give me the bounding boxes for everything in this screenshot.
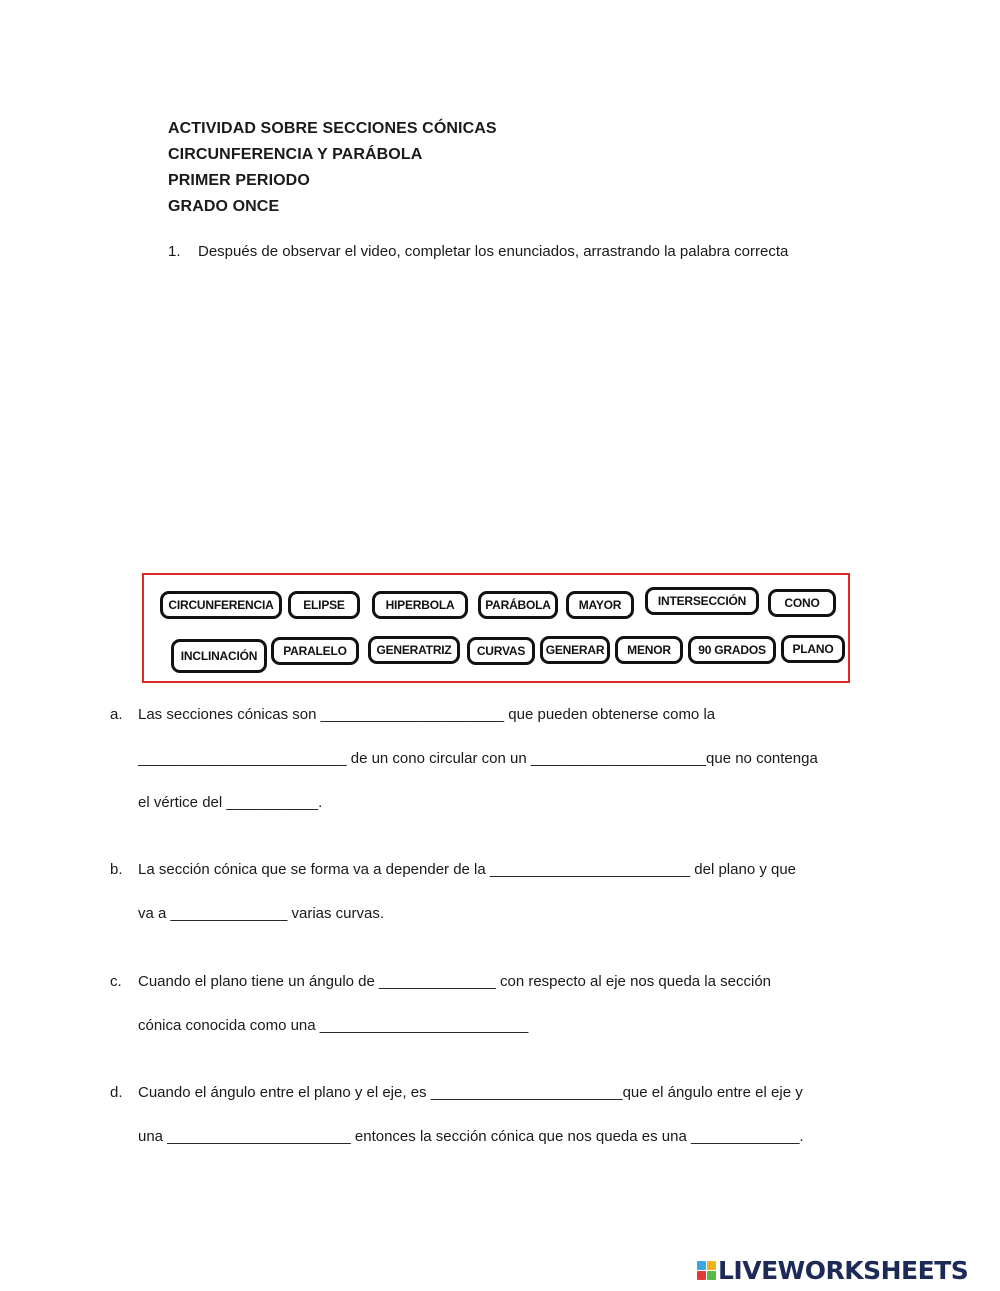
chip-curvas[interactable]: CURVAS xyxy=(467,637,535,665)
question-letter: b. xyxy=(110,861,123,878)
chip-cono[interactable]: CONO xyxy=(768,589,836,617)
question-text: Las secciones cónicas son ______________________ que pueden obtenerse como la xyxy=(138,706,716,723)
chip-plano[interactable]: PLANO xyxy=(781,635,845,663)
question-text: _________________________ de un cono circular con un _____________________que no contenga xyxy=(138,750,818,767)
question-text: cónica conocida como una _________________________ xyxy=(138,1017,529,1034)
question-text: el vértice del ___________. xyxy=(138,794,323,811)
chip-elipse[interactable]: ELIPSE xyxy=(288,591,360,619)
header-period: PRIMER PERIODO xyxy=(168,172,310,189)
header-grade: GRADO ONCE xyxy=(168,198,280,215)
header-title: ACTIVIDAD SOBRE SECCIONES CÓNICAS xyxy=(168,120,497,137)
question-text: Cuando el plano tiene un ángulo de ______________ con respecto al eje nos queda la sección xyxy=(138,973,772,990)
chip-90-grados[interactable]: 90 GRADOS xyxy=(688,636,776,664)
instruction-text: Después de observar el video, completar los enunciados, arrastrando la palabra correcta xyxy=(198,243,789,260)
word-bank xyxy=(142,573,850,683)
worksheet-header xyxy=(168,116,497,220)
logo-block xyxy=(707,1271,716,1280)
question-letter: d. xyxy=(110,1084,123,1101)
question-text: Cuando el ángulo entre el plano y el eje, es _______________________que el ángulo entre el eje y xyxy=(138,1084,803,1101)
chip-generatriz[interactable]: GENERATRIZ xyxy=(368,636,460,664)
liveworksheets-logo xyxy=(697,1256,968,1285)
header-subtitle: CIRCUNFERENCIA Y PARÁBOLA xyxy=(168,146,423,163)
logo-block xyxy=(697,1271,706,1280)
chip-inclinacion[interactable]: INCLINACIÓN xyxy=(171,639,267,673)
chip-interseccion[interactable]: INTERSECCIÓN xyxy=(645,587,759,615)
chip-circunferencia[interactable]: CIRCUNFERENCIA xyxy=(160,591,282,619)
question-text: La sección cónica que se forma va a depender de la ________________________ del plano y que xyxy=(138,861,797,878)
question-letter: c. xyxy=(110,973,122,990)
chip-generar[interactable]: GENERAR xyxy=(540,636,610,664)
logo-text: LIVEWORKSHEETS xyxy=(718,1256,969,1285)
logo-blocks-icon xyxy=(697,1261,716,1280)
chip-mayor[interactable]: MAYOR xyxy=(566,591,634,619)
question-text: una ______________________ entonces la sección cónica que nos queda es una _____________. xyxy=(138,1128,804,1145)
question-text: va a ______________ varias curvas. xyxy=(138,905,385,922)
chip-parabola[interactable]: PARÁBOLA xyxy=(478,591,558,619)
chip-hiperbola[interactable]: HIPERBOLA xyxy=(372,591,468,619)
instruction-number: 1. xyxy=(168,243,181,260)
chip-paralelo[interactable]: PARALELO xyxy=(271,637,359,665)
logo-block xyxy=(697,1261,706,1270)
question-letter: a. xyxy=(110,706,123,723)
logo-block xyxy=(707,1261,716,1270)
instruction xyxy=(168,243,788,260)
chip-menor[interactable]: MENOR xyxy=(615,636,683,664)
